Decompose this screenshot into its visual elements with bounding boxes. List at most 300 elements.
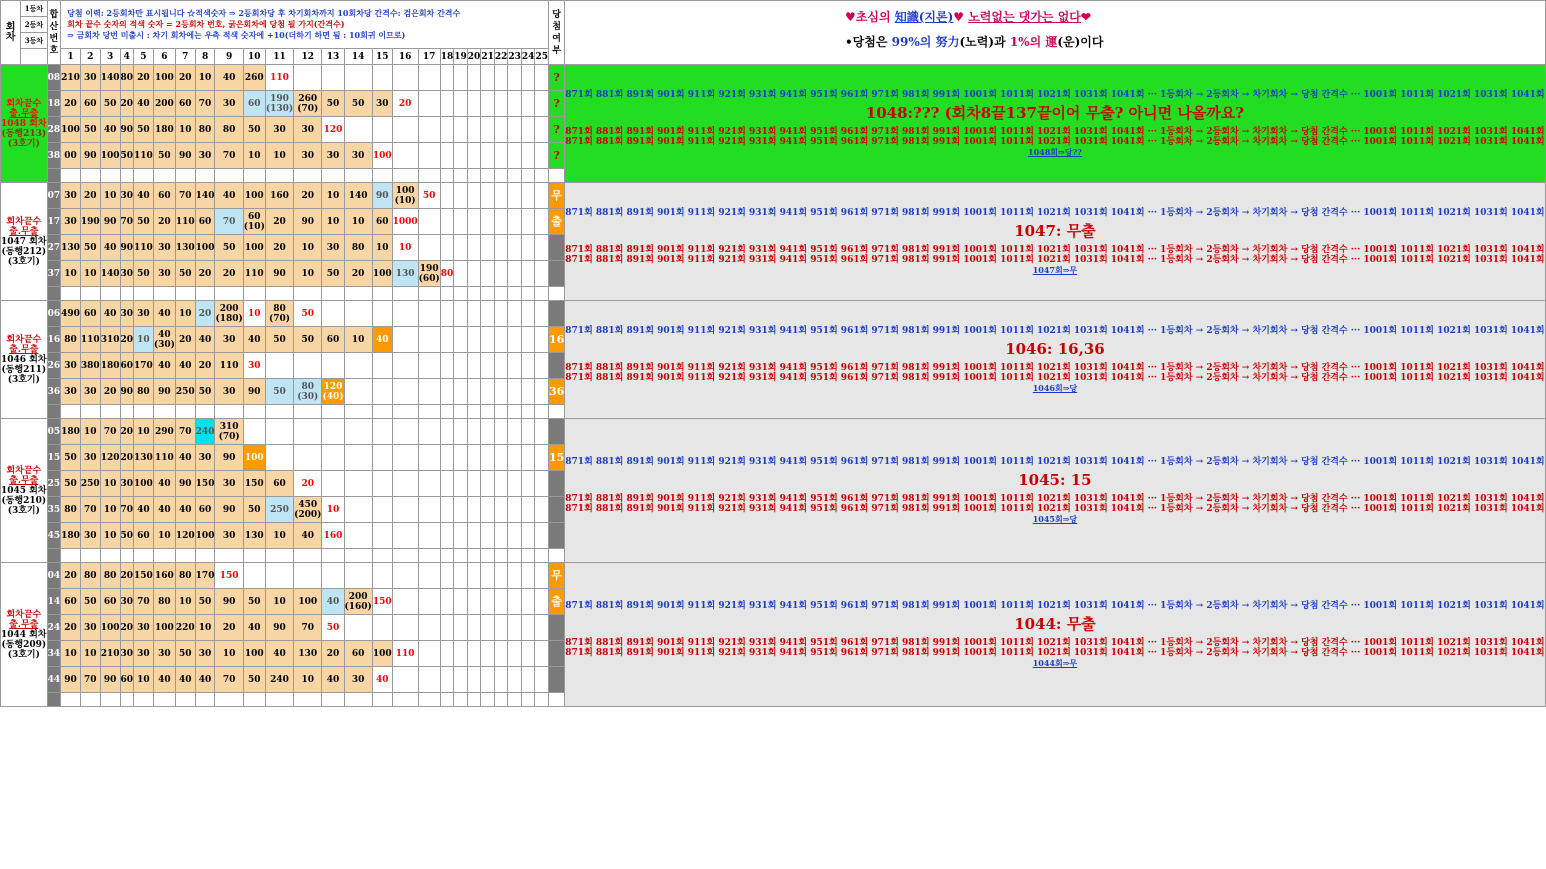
- round-link[interactable]: 1048회⇒당??: [1028, 146, 1082, 157]
- empty-cell: [508, 563, 522, 589]
- empty-cell: [120, 405, 134, 419]
- empty-cell: [61, 169, 81, 183]
- value-text: 50: [301, 334, 315, 345]
- empty-cell: [440, 471, 454, 497]
- value-cell: [372, 91, 392, 117]
- value-cell: [153, 327, 175, 353]
- value-text: 20: [301, 478, 315, 489]
- empty-cell: [467, 667, 481, 693]
- motto-text: (노력)과: [959, 35, 1010, 49]
- value-text: 50: [84, 124, 97, 135]
- value-text: 200: [219, 303, 239, 314]
- empty-cell: [372, 405, 392, 419]
- empty-cell: [265, 353, 293, 379]
- value-cell: [80, 615, 100, 641]
- row-key: [47, 405, 61, 419]
- empty-cell: [467, 287, 481, 301]
- empty-cell: [215, 169, 243, 183]
- value-cell: [175, 563, 195, 589]
- value-cell: [134, 261, 154, 287]
- empty-cell: [467, 523, 481, 549]
- value-cell: [153, 91, 175, 117]
- round-label-line: 출.무출: [9, 344, 39, 355]
- value-cell: [265, 261, 293, 287]
- value-cell: [153, 615, 175, 641]
- value-cell: [294, 379, 322, 405]
- empty-cell: [521, 405, 535, 419]
- value-cell: [392, 235, 418, 261]
- value-text: 130: [61, 242, 80, 253]
- value-text: 10: [248, 150, 261, 161]
- empty-cell: [454, 353, 468, 379]
- value-text: 20: [120, 98, 134, 109]
- round-label-line: 1046 회차: [1, 354, 47, 365]
- value-text: 30: [301, 150, 315, 161]
- value-cell: [80, 301, 100, 327]
- value-text: 00: [64, 150, 77, 161]
- empty-cell: [508, 287, 522, 301]
- empty-cell: [372, 445, 392, 471]
- empty-cell: [454, 235, 468, 261]
- empty-cell: [467, 353, 481, 379]
- motto-text: 99%의 努力: [891, 35, 960, 49]
- empty-cell: [535, 693, 549, 707]
- empty-cell: [372, 379, 392, 405]
- empty-cell: [344, 169, 372, 183]
- value-text: 30: [64, 360, 77, 371]
- value-cell: [322, 91, 344, 117]
- value-text: 80: [137, 386, 150, 397]
- value-text: 50: [198, 596, 212, 607]
- empty-cell: [508, 301, 522, 327]
- empty-cell: [294, 693, 322, 707]
- motto: [845, 5, 1225, 55]
- empty-cell: [440, 327, 454, 353]
- value-text: 50: [120, 530, 134, 541]
- value-cell: [134, 667, 154, 693]
- history-info: [61, 1, 549, 49]
- value-text: 80: [222, 124, 236, 135]
- empty-cell: [521, 563, 535, 589]
- empty-cell: [440, 169, 454, 183]
- value-cell: [215, 667, 243, 693]
- empty-cell: [418, 91, 440, 117]
- round-label-line: (동행209): [1, 639, 47, 650]
- value-text: 40: [198, 334, 212, 345]
- empty-cell: [392, 301, 418, 327]
- value-cell: [195, 235, 215, 261]
- value-cell: [243, 497, 265, 523]
- value-text: 220: [175, 622, 195, 633]
- value-cell: [195, 65, 215, 91]
- value-text: 80: [64, 504, 77, 515]
- value-text: 80: [158, 596, 171, 607]
- empty-cell: [481, 379, 495, 405]
- value-cell: [153, 523, 175, 549]
- value-text: 60: [273, 478, 286, 489]
- value-text: 100: [154, 622, 174, 633]
- header-key: 3등차: [21, 33, 47, 49]
- row-key: [47, 169, 61, 183]
- empty-cell: [508, 169, 522, 183]
- value-text: 10: [273, 150, 286, 161]
- value-cell: [61, 327, 81, 353]
- value-text: 40: [248, 622, 261, 633]
- value-cell: [265, 641, 293, 667]
- value-text: 60: [84, 98, 97, 109]
- value-cell: [372, 235, 392, 261]
- value-text: 40: [273, 648, 286, 659]
- empty-cell: [494, 563, 508, 589]
- empty-cell: [467, 693, 481, 707]
- motto-line-1: [845, 5, 1225, 30]
- value-text: 110: [244, 268, 264, 279]
- value-cell: [294, 471, 322, 497]
- round-label-line: (3호기): [7, 138, 40, 149]
- empty-cell: [535, 169, 549, 183]
- value-text: 50: [137, 124, 150, 135]
- empty-cell: [467, 117, 481, 143]
- value-text: 120: [175, 530, 195, 541]
- round-label-line: 회차끝수: [6, 609, 42, 620]
- column-number: 19: [454, 49, 468, 65]
- value-cell: [243, 301, 265, 327]
- value-text: 10: [248, 308, 261, 319]
- empty-cell: [454, 301, 468, 327]
- empty-cell: [175, 405, 195, 419]
- value-cell: [175, 209, 195, 235]
- round-link[interactable]: 1046회⇒당: [1032, 382, 1078, 393]
- row-key: [47, 287, 61, 301]
- empty-cell: [494, 419, 508, 445]
- row-key: 16: [47, 327, 61, 353]
- value-cell: [120, 641, 134, 667]
- empty-cell: [521, 209, 535, 235]
- empty-cell: [494, 693, 508, 707]
- empty-cell: [508, 419, 522, 445]
- value-text: 210: [61, 72, 80, 83]
- value-text: 10: [84, 426, 97, 437]
- round-link[interactable]: 1045회⇒당: [1032, 513, 1078, 524]
- value-cell: [61, 65, 81, 91]
- empty-cell: [440, 301, 454, 327]
- value-cell: [100, 563, 120, 589]
- row-key: 34: [47, 641, 61, 667]
- empty-cell: [100, 549, 120, 563]
- value-cell: [120, 183, 134, 209]
- value-cell: [61, 563, 81, 589]
- result-cell: [548, 287, 564, 301]
- value-subtext: (70): [218, 431, 240, 442]
- value-text: 130: [175, 242, 195, 253]
- value-text: 30: [64, 190, 77, 201]
- empty-cell: [535, 353, 549, 379]
- value-text: 50: [248, 124, 261, 135]
- empty-cell: [454, 549, 468, 563]
- notes-cell: [565, 65, 1545, 183]
- empty-cell: [243, 549, 265, 563]
- value-cell: [215, 65, 243, 91]
- note-history: 871회 881회 891회 901회 911회 921회 931회 941회 951회 961회 971회 981회 991회 1001회 1011회 1021회 1031회 1041회 ··· 1등회차 → 2등회차 → 차기회차 → 당첨 간격수 ··· 1001회 1011회 1021회 1031회 1041회: [565, 325, 1545, 336]
- value-cell: [175, 183, 195, 209]
- value-text: 90: [103, 216, 117, 227]
- value-cell: [120, 353, 134, 379]
- round-label-line: (동행213): [1, 128, 47, 139]
- value-text: 100: [195, 530, 215, 541]
- empty-cell: [494, 327, 508, 353]
- empty-cell: [100, 405, 120, 419]
- empty-cell: [521, 91, 535, 117]
- value-cell: [100, 419, 120, 445]
- value-text: 30: [222, 478, 236, 489]
- value-text: 30: [84, 530, 97, 541]
- empty-cell: [440, 65, 454, 91]
- value-text: 90: [120, 124, 134, 135]
- value-cell: [175, 497, 195, 523]
- value-text: 70: [301, 622, 315, 633]
- value-cell: [61, 589, 81, 615]
- value-text: 20: [398, 98, 412, 109]
- value-text: 310: [100, 334, 120, 345]
- value-text: 60: [198, 216, 212, 227]
- value-text: 90: [120, 386, 134, 397]
- empty-cell: [134, 405, 154, 419]
- empty-cell: [80, 169, 100, 183]
- note-history: 871회 881회 891회 901회 911회 921회 931회 941회 951회 961회 971회 981회 991회 1001회 1011회 1021회 1031회 1041회 ··· 1등회차 → 2등회차 → 차기회차 → 당첨 간격수 ··· 1001회 1011회 1021회 1031회 1041회: [565, 126, 1545, 137]
- empty-cell: [418, 143, 440, 169]
- empty-cell: [322, 549, 344, 563]
- value-cell: [215, 261, 243, 287]
- value-cell: [120, 327, 134, 353]
- row-key: [47, 693, 61, 707]
- empty-cell: [61, 549, 81, 563]
- value-text: 100: [195, 242, 215, 253]
- value-cell: [294, 143, 322, 169]
- value-cell: [265, 379, 293, 405]
- value-cell: [322, 641, 344, 667]
- round-label: [1, 563, 48, 707]
- empty-cell: [508, 497, 522, 523]
- empty-cell: [265, 419, 293, 445]
- empty-cell: [175, 549, 195, 563]
- note-history: 871회 881회 891회 901회 911회 921회 931회 941회 951회 961회 971회 981회 991회 1001회 1011회 1021회 1031회 1041회 ··· 1등회차 → 2등회차 → 차기회차 → 당첨 간격수 ··· 1001회 1011회 1021회 1031회 1041회: [565, 89, 1545, 100]
- empty-cell: [120, 287, 134, 301]
- value-cell: [100, 235, 120, 261]
- empty-cell: [418, 667, 440, 693]
- value-text: 30: [120, 596, 134, 607]
- result-cell: 36: [548, 379, 564, 405]
- empty-cell: [344, 117, 372, 143]
- empty-cell: [418, 65, 440, 91]
- value-cell: [100, 261, 120, 287]
- value-cell: [195, 327, 215, 353]
- empty-cell: [440, 235, 454, 261]
- value-cell: [61, 379, 81, 405]
- value-text: 30: [326, 150, 340, 161]
- empty-cell: [494, 445, 508, 471]
- value-cell: [134, 91, 154, 117]
- empty-cell: [344, 287, 372, 301]
- value-cell: [134, 523, 154, 549]
- value-text: 30: [120, 268, 134, 279]
- value-cell: [134, 563, 154, 589]
- value-cell: [195, 471, 215, 497]
- empty-cell: [481, 589, 495, 615]
- value-text: 70: [222, 150, 236, 161]
- value-cell: [120, 65, 134, 91]
- empty-cell: [294, 419, 322, 445]
- empty-cell: [494, 117, 508, 143]
- empty-cell: [535, 301, 549, 327]
- value-text: 40: [137, 98, 150, 109]
- empty-cell: [467, 209, 481, 235]
- empty-cell: [508, 261, 522, 287]
- value-text: 180: [100, 360, 120, 371]
- round-label-line: 출.무출: [9, 226, 39, 237]
- empty-cell: [454, 91, 468, 117]
- value-text: 20: [103, 386, 117, 397]
- value-text: 30: [158, 648, 171, 659]
- value-subtext: (70): [268, 313, 290, 324]
- value-text: 1000: [392, 216, 418, 227]
- row-key: 25: [47, 471, 61, 497]
- value-text: 80: [103, 570, 117, 581]
- value-text: 70: [120, 216, 134, 227]
- value-text: 60: [179, 98, 192, 109]
- empty-cell: [521, 589, 535, 615]
- value-cell: [134, 497, 154, 523]
- empty-cell: [454, 641, 468, 667]
- note-headline: 1046: 16,36: [1005, 339, 1105, 358]
- row-key: 04: [47, 563, 61, 589]
- value-cell: [294, 183, 322, 209]
- value-cell: [294, 497, 322, 523]
- empty-cell: [454, 523, 468, 549]
- empty-cell: [153, 549, 175, 563]
- value-text: 10: [103, 530, 117, 541]
- empty-cell: [392, 65, 418, 91]
- row-key: 08: [47, 65, 61, 91]
- value-text: 50: [64, 478, 77, 489]
- value-cell: [215, 497, 243, 523]
- value-cell: [134, 143, 154, 169]
- value-text: 10: [198, 72, 212, 83]
- value-text: 160: [323, 530, 343, 541]
- value-text: 170: [134, 360, 153, 371]
- value-cell: [195, 641, 215, 667]
- value-text: 10: [103, 478, 117, 489]
- value-text: 90: [179, 478, 192, 489]
- value-text: 160: [270, 190, 289, 201]
- value-text: 30: [84, 72, 97, 83]
- value-text: 20: [158, 216, 171, 227]
- empty-cell: [322, 445, 344, 471]
- empty-cell: [467, 445, 481, 471]
- empty-cell: [494, 183, 508, 209]
- empty-cell: [418, 615, 440, 641]
- column-number: 9: [215, 49, 243, 65]
- value-cell: [195, 445, 215, 471]
- value-text: 20: [120, 426, 134, 437]
- value-text: 30: [248, 360, 261, 371]
- empty-cell: [392, 589, 418, 615]
- header-hoecha: 회 차: [1, 1, 21, 65]
- value-cell: [100, 379, 120, 405]
- value-cell: [392, 641, 418, 667]
- value-cell: [61, 301, 81, 327]
- empty-cell: [418, 523, 440, 549]
- value-text: 40: [222, 72, 236, 83]
- empty-cell: [344, 693, 372, 707]
- value-subtext: (200): [294, 509, 322, 520]
- value-cell: [322, 615, 344, 641]
- empty-cell: [243, 287, 265, 301]
- data-row: [1, 183, 1546, 209]
- column-number: 17: [418, 49, 440, 65]
- value-text: 40: [301, 530, 315, 541]
- value-cell: [243, 523, 265, 549]
- value-text: 110: [175, 216, 195, 227]
- value-text: 10: [103, 190, 117, 201]
- round-label-line: 출.무출: [9, 475, 39, 486]
- empty-cell: [322, 287, 344, 301]
- value-text: 80: [351, 242, 365, 253]
- result-cell: 무: [548, 183, 564, 209]
- value-cell: [344, 261, 372, 287]
- empty-cell: [440, 117, 454, 143]
- empty-cell: [100, 287, 120, 301]
- value-cell: [80, 261, 100, 287]
- value-cell: [265, 183, 293, 209]
- value-text: 30: [84, 452, 97, 463]
- round-link[interactable]: 1047회⇒무: [1032, 264, 1078, 275]
- value-cell: [61, 183, 81, 209]
- value-cell: [372, 261, 392, 287]
- value-text: 50: [222, 242, 236, 253]
- empty-cell: [215, 287, 243, 301]
- value-text: 120: [323, 381, 343, 392]
- value-cell: [294, 523, 322, 549]
- empty-cell: [521, 143, 535, 169]
- round-link[interactable]: 1044회⇒무: [1032, 657, 1078, 668]
- empty-cell: [481, 287, 495, 301]
- empty-cell: [215, 549, 243, 563]
- value-cell: [418, 261, 440, 287]
- value-text: 80: [198, 124, 212, 135]
- value-text: 10: [351, 334, 365, 345]
- value-cell: [100, 615, 120, 641]
- empty-cell: [508, 91, 522, 117]
- empty-cell: [134, 169, 154, 183]
- empty-cell: [153, 405, 175, 419]
- row-key: 18: [47, 91, 61, 117]
- column-number: 11: [265, 49, 293, 65]
- column-number: 3: [100, 49, 120, 65]
- round-label-line: 출.무출: [9, 619, 39, 630]
- value-text: 40: [375, 334, 389, 345]
- value-cell: [322, 379, 344, 405]
- value-cell: [134, 589, 154, 615]
- value-text: 240: [195, 426, 215, 437]
- value-cell: [80, 379, 100, 405]
- value-text: 110: [270, 72, 289, 83]
- value-cell: [215, 235, 243, 261]
- value-cell: [120, 589, 134, 615]
- value-cell: [153, 235, 175, 261]
- empty-cell: [494, 169, 508, 183]
- value-cell: [243, 183, 265, 209]
- value-text: 20: [351, 268, 365, 279]
